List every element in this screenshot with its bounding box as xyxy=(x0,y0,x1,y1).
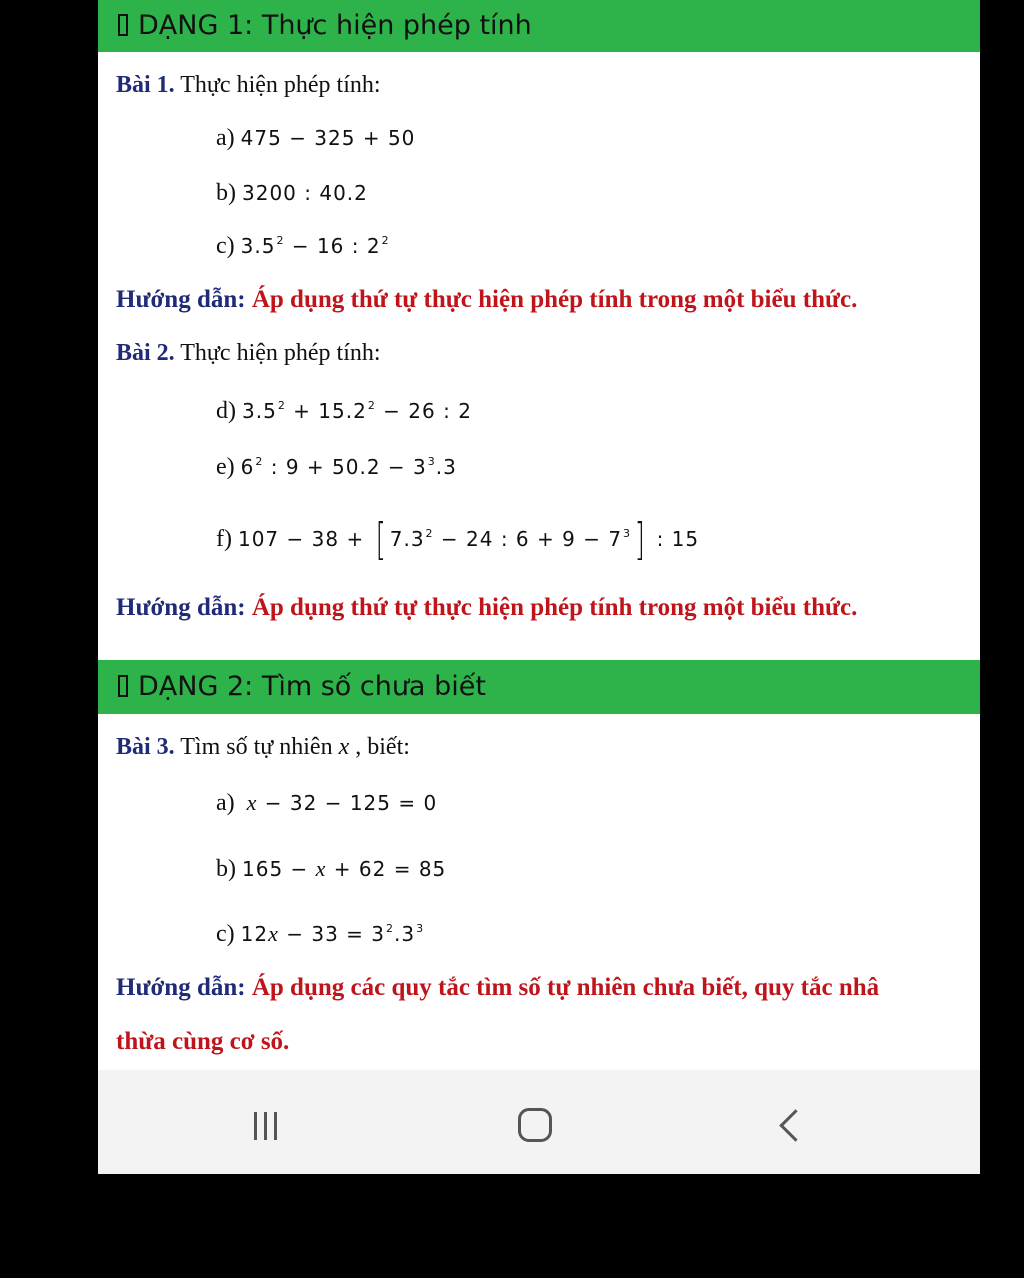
item-expression xyxy=(242,399,472,423)
expr-part: 7.3 xyxy=(389,527,425,551)
guide-text-continued: thừa cùng cơ số. xyxy=(116,1028,290,1055)
exponent: 2 xyxy=(367,399,376,412)
bullet-box-icon xyxy=(118,14,128,36)
item-expression: 3200 : 40.2 xyxy=(242,181,368,205)
right-bracket: ] xyxy=(634,514,646,565)
item-letter: d) xyxy=(216,398,236,424)
item-expression: 475 − 325 + 50 xyxy=(240,126,416,150)
item-expression xyxy=(242,857,446,881)
expr-part: : 9 + 50.2 − 3 xyxy=(263,455,427,479)
item-letter: c) xyxy=(216,233,235,259)
problem-label: Bài 1. xyxy=(116,72,175,98)
recents-button[interactable] xyxy=(218,1070,338,1174)
exponent: 3 xyxy=(427,455,436,468)
expr-part: 12 xyxy=(240,922,269,946)
item-letter: a) xyxy=(216,790,235,816)
problem-label: Bài 3. xyxy=(116,734,175,760)
variable: x xyxy=(315,856,327,881)
item-letter: a) xyxy=(216,125,235,151)
item-expression xyxy=(241,922,424,946)
navigation-bar xyxy=(98,1070,980,1174)
exponent: 3 xyxy=(416,922,425,935)
expr-part: − 33 = 3 xyxy=(278,922,385,946)
problem-label: Bài 2. xyxy=(116,340,175,366)
guide-text xyxy=(116,286,857,314)
variable: x xyxy=(338,734,350,760)
guide-text xyxy=(116,594,857,622)
expr-part: : 15 xyxy=(649,527,700,551)
problem-heading xyxy=(116,734,410,761)
exponent: 2 xyxy=(276,234,285,247)
exponent: 2 xyxy=(386,922,394,935)
item-expression xyxy=(241,234,390,258)
expr-part: − 26 : 2 xyxy=(375,399,472,423)
exponent: 2 xyxy=(277,399,286,412)
variable: x xyxy=(246,790,258,815)
section-title: DẠNG 1: Thực hiện phép tính xyxy=(138,10,532,41)
problem-heading xyxy=(116,72,381,99)
guide-body: Áp dụng thứ tự thực hiện phép tính trong một biểu thức. xyxy=(245,286,858,313)
problem-text: Thực hiện phép tính: xyxy=(174,340,381,366)
exponent: 2 xyxy=(255,455,264,468)
expr-part: + 62 = 85 xyxy=(326,857,447,881)
expr-part: − 32 − 125 = 0 xyxy=(257,791,438,815)
problem-item xyxy=(216,125,415,152)
expr-part: 165 − xyxy=(242,857,316,881)
problem-heading xyxy=(116,340,381,367)
guide-label: Hướng dẫn: xyxy=(116,286,246,313)
item-letter: f) xyxy=(216,526,232,552)
section-title: DẠNG 2: Tìm số chưa biết xyxy=(138,671,486,702)
left-bracket: [ xyxy=(375,514,387,565)
item-letter: b) xyxy=(216,180,236,206)
expr-part: .3 xyxy=(435,455,457,479)
exponent: 3 xyxy=(623,527,632,540)
expr-part: .3 xyxy=(394,922,416,946)
back-button[interactable] xyxy=(738,1070,858,1174)
back-icon xyxy=(779,1109,812,1142)
expr-part: − 24 : 6 + 9 − 7 xyxy=(433,527,623,551)
problem-text: , biết: xyxy=(349,734,410,760)
problem-item xyxy=(216,180,368,207)
expr-part: − 16 : 2 xyxy=(284,234,381,258)
expr-part: 6 xyxy=(240,455,255,479)
variable: x xyxy=(268,921,279,946)
expr-part: 3.5 xyxy=(242,399,277,423)
problem-item xyxy=(216,233,390,260)
document-page xyxy=(98,0,980,1174)
section-banner-2 xyxy=(98,660,980,714)
expr-part: + 15.2 xyxy=(285,399,367,423)
guide-body: Áp dụng các quy tắc tìm số tự nhiên chưa biết, quy tắc nhâ xyxy=(245,974,880,1001)
item-letter: e) xyxy=(216,454,235,480)
exponent: 2 xyxy=(425,527,434,540)
problem-item xyxy=(216,921,424,948)
home-icon xyxy=(518,1108,552,1142)
guide-label: Hướng dẫn: xyxy=(116,594,246,621)
problem-item xyxy=(216,790,437,817)
expr-part: 107 − 38 + xyxy=(237,527,372,551)
item-expression xyxy=(237,514,700,565)
home-button[interactable] xyxy=(478,1070,598,1174)
problem-item xyxy=(216,514,700,565)
bullet-box-icon xyxy=(118,675,128,697)
item-letter: b) xyxy=(216,856,236,882)
expr-part: 3.5 xyxy=(240,234,276,258)
guide-text xyxy=(116,974,879,1002)
item-expression xyxy=(247,791,438,815)
problem-item xyxy=(216,454,457,481)
problem-text: Tìm số tự nhiên xyxy=(174,734,339,760)
guide-body: Áp dụng thứ tự thực hiện phép tính trong một biểu thức. xyxy=(245,594,858,621)
problem-text: Thực hiện phép tính: xyxy=(174,72,381,98)
problem-item xyxy=(216,856,446,883)
guide-label: Hướng dẫn: xyxy=(116,974,246,1001)
item-expression xyxy=(241,455,457,479)
problem-item xyxy=(216,398,472,425)
item-letter: c) xyxy=(216,921,235,947)
exponent: 2 xyxy=(381,234,390,247)
section-banner-1 xyxy=(98,0,980,52)
